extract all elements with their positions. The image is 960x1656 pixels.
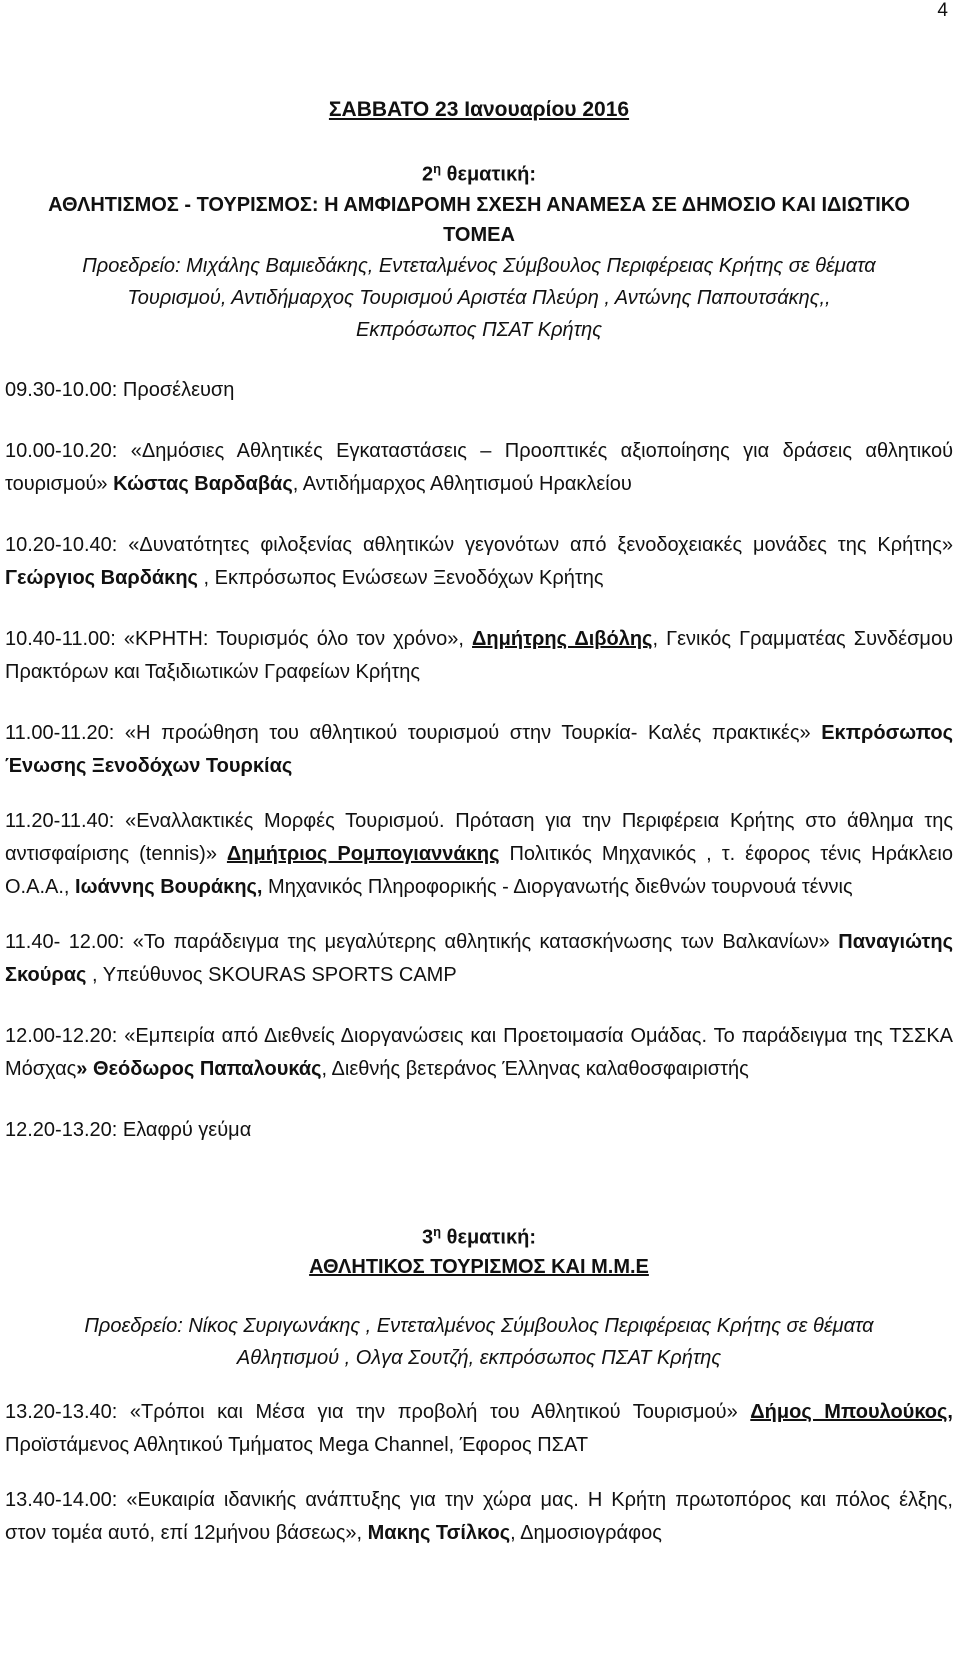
speaker-name: Γεώργιος Βαρδάκης <box>5 566 198 589</box>
speaker-name: Ιωάννης Βουράκης, <box>75 875 263 898</box>
item-text: Προϊστάμενος Αθλητικού Τμήματος Mega Channel, Έφορος ΠΣΑΤ <box>5 1434 589 1457</box>
item-text: 10.40-11.00: «ΚΡΗΤΗ: Τουρισμός όλο τον χρόνο», <box>5 627 473 650</box>
program-item-arrival: 09.30-10.00: Προσέλευση <box>5 378 235 401</box>
program-item-1320 <box>5 1396 953 1462</box>
program-item-1120 <box>5 805 953 904</box>
item-text: Πολιτικός Μηχανικός , τ. έφορος τένις Ηράκλειο Ο.Α.Α., <box>5 842 953 898</box>
item-text: 12.00-12.20: «Εμπειρία από Διεθνείς Διοργανώσεις και Προετοιμασία Ομάδας. Το παράδειγμα της ΤΣΣΚΑ Μόσχας <box>5 1024 953 1080</box>
program-item-1140 <box>5 926 953 992</box>
item-text: 10.00-10.20: «Δημόσιες Αθλητικές Εγκαταστάσεις – Προοπτικές αξιοποίησης για δράσεις αθλητικού τουρισμού» <box>5 439 953 495</box>
speaker-name: Κώστας Βαρδαβάς <box>113 472 293 495</box>
session2-label: θεματική: <box>441 163 536 186</box>
session3-sup: η <box>433 1223 442 1239</box>
date-title: ΣΑΒΒΑΤΟ 23 Ιανουαρίου 2016 <box>328 98 630 121</box>
program-item-lunch: 12.20-13.20: Ελαφρύ γεύμα <box>5 1118 252 1141</box>
item-text: 13.40-14.00: «Ευκαιρία ιδανικής ανάπτυξης για την χώρα μας. Η Κρήτη πρωτοπόρος και πόλος έλξης, στον τομέα αυτό, επί 12μήνου βάσεως», <box>5 1489 953 1545</box>
item-text: , Δημοσιογράφος <box>510 1522 662 1545</box>
item-text: , Διεθνής βετεράνος Έλληνας καλαθοσφαιριστής <box>321 1057 749 1080</box>
session3-number: 3 <box>422 1226 434 1249</box>
item-text: 11.20-11.40: «Εναλλακτικές Μορφές Τουρισμού. Πρόταση για την Περιφέρεια Κρήτης στο άθλημα της αντισφαίρισης (tennis)» <box>5 809 953 865</box>
session2-chairs-line1: Προεδρείο: Μιχάλης Βαμιεδάκης, Εντεταλμένος Σύμβουλος Περιφέρειας Κρήτης σε θέματα <box>82 254 876 277</box>
session2-chairs-line2: Τουρισμού, Αντιδήμαρχος Τουρισμού Αριστέα Πλεύρη , Αντώνης Παπουτσάκης,, <box>127 286 831 309</box>
session2-number: 2 <box>422 163 434 186</box>
item-text: 13.20-13.40: «Τρόποι και Μέσα για την προβολή του Αθλητικού Τουρισμού» <box>5 1401 751 1424</box>
speaker-name: Εκπρόσωπος Ένωσης Ξενοδόχων Τουρκίας <box>5 721 953 777</box>
session2-chairs-line3: Εκπρόσωπος ΠΣΑΤ Κρήτης <box>356 318 602 341</box>
session3-title: ΑΘΛΗΤΙΚΟΣ ΤΟΥΡΙΣΜΟΣ ΚΑΙ Μ.Μ.Ε <box>309 1256 649 1279</box>
speaker-name: » Θεόδωρος Παπαλουκάς <box>76 1057 322 1080</box>
item-text: Μηχανικός Πληροφορικής - Διοργανωτής διεθνών τουρνουά τέννις <box>262 875 853 898</box>
session2-heading <box>5 154 953 190</box>
session3-heading <box>5 1217 953 1253</box>
item-text: , Γενικός Γραμματέας Συνδέσμου Πρακτόρων και Ταξιδιωτικών Γραφείων Κρήτης <box>5 627 954 683</box>
program-item-1340 <box>5 1484 953 1550</box>
session2-title-line1: ΑΘΛΗΤΙΣΜΟΣ - ΤΟΥΡΙΣΜΟΣ: Η ΑΜΦΙΔΡΟΜΗ ΣΧΕΣΗ ΑΝΑΜΕΣΑ ΣΕ ΔΗΜΟΣΙΟ ΚΑΙ ΙΔΙΩΤΙΚΟ <box>48 193 910 216</box>
speaker-name: Δημήτρης Διβόλης <box>472 627 653 650</box>
document-body <box>5 90 953 1550</box>
speaker-name: Παναγιώτης Σκούρας <box>5 930 953 986</box>
session3-chairs-line1: Προεδρείο: Νίκος Συριγωνάκης , Εντεταλμένος Σύμβουλος Περιφέρειας Κρήτης σε θέματα <box>84 1315 874 1338</box>
item-text: 11.40- 12.00: «Το παράδειγμα της μεγαλύτερης αθλητικής κατασκήνωσης των Βαλκανίων» <box>5 930 839 953</box>
program-item-1040 <box>5 623 953 689</box>
item-text: , Αντιδήμαρχος Αθλητισμού Ηρακλείου <box>292 472 632 495</box>
session2-sup: η <box>433 161 442 176</box>
item-text: 11.00-11.20: «Η προώθηση του αθλητικού τουρισμού στην Τουρκία- Καλές πρακτικές» <box>5 721 822 744</box>
program-item-1000 <box>5 435 953 501</box>
program-item-1200 <box>5 1020 953 1086</box>
item-text: , Υπεύθυνος SKOURAS SPORTS CAMP <box>86 963 457 986</box>
item-text: , Εκπρόσωπος Ενώσεων Ξενοδόχων Κρήτης <box>197 566 604 589</box>
session2-title-line2: ΤΟΜΕΑ <box>443 223 515 246</box>
page-number: 4 <box>937 0 948 21</box>
item-text: 10.20-10.40: «Δυνατότητες φιλοξενίας αθλητικών γεγονότων από ξενοδοχειακές μονάδες της Κρήτης» <box>5 533 953 556</box>
speaker-name: Μακης Τσίλκος <box>367 1522 511 1545</box>
program-item-1100 <box>5 717 953 783</box>
speaker-name: Δημήτριος Ρομπογιαννάκης <box>226 842 500 865</box>
session3-chairs-line2: Αθλητισμού , Ολγα Σουτζή, εκπρόσωπος ΠΣΑΤ Κρήτης <box>236 1347 722 1370</box>
program-item-1020 <box>5 529 953 595</box>
session3-label: θεματική: <box>441 1226 536 1249</box>
speaker-name: Δήμος Μπουλούκος, <box>750 1401 953 1424</box>
